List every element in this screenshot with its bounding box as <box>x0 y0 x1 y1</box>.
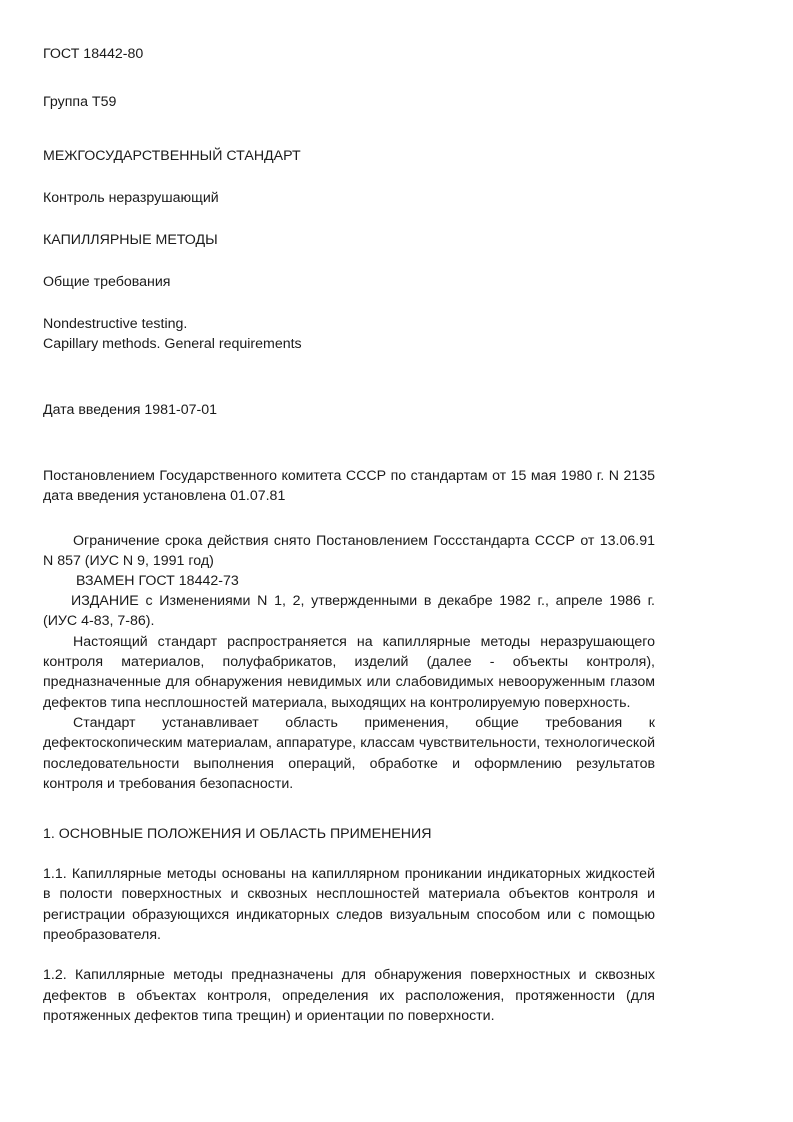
clause-1-2: 1.2. Капиллярные методы предназначены для обнаружения поверхностных и сквозных дефектов в объектах контроля, определения их расположения, протяженности (для протяженных дефектов типа трещин) и ориентации по поверхности. <box>43 967 655 1024</box>
decree-paragraph: Постановлением Государственного комитета СССР по стандартам от 15 мая 1980 г. N 2135 дата введения установлена 01.07.81 <box>43 468 655 505</box>
clause-1-1: 1.1. Капиллярные методы основаны на капиллярном проникании индикаторных жидкостей в полости поверхностных и сквозных несплошностей материала объектов контроля и регистрации образующихся индикаторных следов визуальным способом или с помощью преобразователя. <box>43 866 655 944</box>
group-code: Группа Т59 <box>43 94 117 110</box>
replaces-note: ВЗАМЕН ГОСТ 18442-73 <box>76 573 239 590</box>
title-english-line-1: Nondestructive testing. <box>43 316 188 332</box>
validity-note-paragraph: Ограничение срока действия снято Постановлением Госсстандарта СССР от 13.06.91 N 857 (ИУС N 9, 1991 год) <box>43 532 655 569</box>
title-english-line-2: Capillary methods. General requirements <box>43 336 302 352</box>
document-class: МЕЖГОСУДАРСТВЕННЫЙ СТАНДАРТ <box>43 148 301 164</box>
edition-note-paragraph: ИЗДАНИЕ с Изменениями N 1, 2, утвержденными в декабре 1982 г., апреле 1986 г. (ИУС 4-83, 7-86). <box>43 593 655 630</box>
page-title: КАПИЛЛЯРНЫЕ МЕТОДЫ <box>43 232 218 248</box>
document-subject: Контроль неразрушающий <box>43 190 219 206</box>
document-subtitle: Общие требования <box>43 274 171 290</box>
document-content <box>43 0 655 1026</box>
standard-number: ГОСТ 18442-80 <box>43 46 144 62</box>
establishes-paragraph: Стандарт устанавливает область применения, общие требования к дефектоскопическим материалам, аппаратуре, классам чувствительности, технологической последовательности выполнения операций, обработке и оформлению результатов контроля и требования безопасности. <box>43 714 655 792</box>
scope-paragraph: Настоящий стандарт распространяется на капиллярные методы неразрушающего контроля материалов, полуфабрикатов, изделий (далее - объекты контроля), предназначенные для обнаружения невидимых или слабовидимых невооруженным глазом дефектов типа несплошностей материала, выходящих на контролируемую поверхность. <box>43 633 655 711</box>
effective-date: Дата введения 1981-07-01 <box>43 402 217 418</box>
section-1-heading: 1. ОСНОВНЫЕ ПОЛОЖЕНИЯ И ОБЛАСТЬ ПРИМЕНЕНИЯ <box>43 826 432 843</box>
